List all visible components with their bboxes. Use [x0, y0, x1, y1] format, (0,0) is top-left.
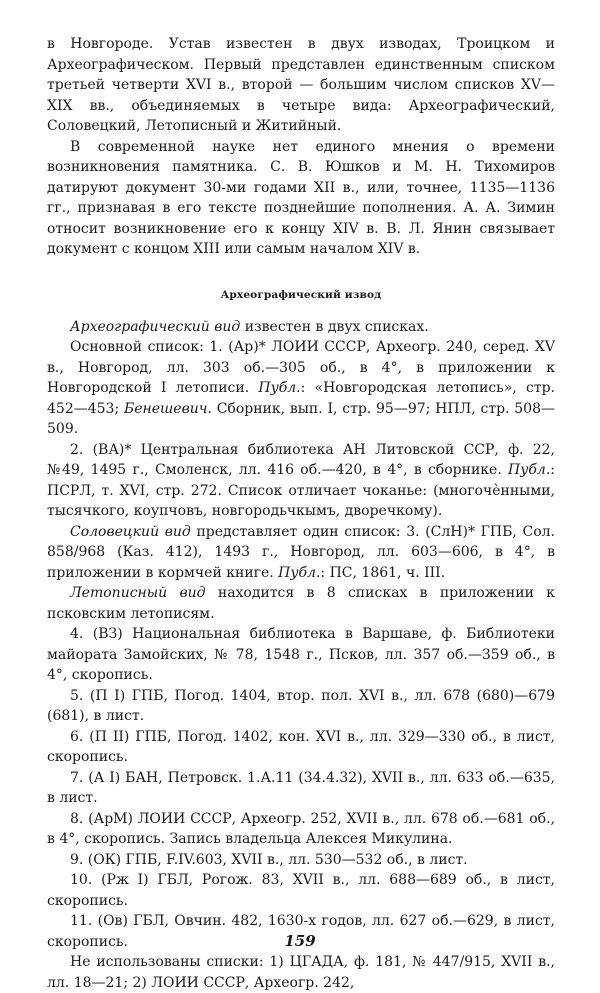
entry-text: : ПСРЛ, т. XVI, стр. 272. Список отличает чоканье: (многочѐнными, тысячкого, коупчовъ, новгородьчкымъ, дворечкому). [47, 462, 555, 519]
entry-8: 8. (АрМ) ЛОИИ СССР, Археогр. 252, XVII в., лл. 678 об.—681 об., в 4°, скоропись. Запись владельца Алексея Микулина. [47, 810, 555, 847]
entry-text: известен в двух списках. [240, 318, 429, 335]
entry-unused-lists: Не использованы списки: 1) ЦГАДА, ф. 181, № 447/915, XVII в., лл. 18—21; 2) ЛОИИ СССР, Археогр. 242, [47, 954, 555, 991]
italic-term: Археографический вид [70, 318, 241, 335]
intro-paragraph-2: В современной науке нет единого мнения о времени возникновения памятника. С. В. Юшков и М. Н. Тихомиров датируют документ 30-ми годами XII в., или, точнее, 1135—1136 гг., признавая в его тексте позднейшие пополнения. А. А. Зимин относит возникновение его к концу XIV в. В. Л. Янин связывает документ с концом XIII или самым началом XIV в. [47, 138, 555, 257]
entry-11: 11. (Ов) ГБЛ, Овчин. 482, 1630-х годов, лл. 627 об.—629, в лист, скоропись. [47, 913, 555, 950]
entry-main-list [47, 337, 555, 440]
italic-term: Соловецкий вид [70, 523, 191, 540]
entry-text: Сборник, вып. I, стр. 95—97; НПЛ, стр. 508—509. [47, 400, 555, 437]
entry-6: 6. (П II) ГПБ, Погод. 1402, кон. XVI в., лл. 329—330 об., в лист, скоропись. [47, 728, 555, 765]
italic-term: Летописный вид [70, 585, 206, 601]
entry-text: : «Новгородская летопись», стр. 452—453; [47, 380, 555, 417]
entry-chronicle-view [47, 583, 555, 624]
entry-text: 2. (ВА)* Центральная библиотека АН Литовской ССР, ф. 22, №49, 1495 г., Смоленск, лл. 416 об.—420, в 4°, в сборнике. [47, 441, 555, 478]
italic-publ: Публ. [258, 380, 301, 396]
entry-4: 4. (ВЗ) Национальная библиотека в Варшаве, ф. Библиотеки майората Замойских, № 78, 1548 г., Псков, лл. 357 об.—359 об., в 4°, скоропись. [47, 626, 555, 683]
italic-publ: Публ. [508, 462, 551, 478]
entry-archaeographic-view [47, 317, 555, 338]
intro-paragraph-1: в Новгороде. Устав известен в двух изводах, Троицком и Археографическом. Первый представлен единственным списком третьей четверти XVI в., второй — большим числом списков XV—XIX вв., объединяемых в четыре вида: Археографический, Соловецкий, Летописный и Житийный. [47, 36, 555, 134]
entry-10: 10. (Рж I) ГБЛ, Рогож. 83, XVII в., лл. 688—689 об., в лист, скоропись. [47, 872, 555, 909]
entry-text: представляет один список: 3. (СлН)* ГПБ, Сол. 858/968 (Каз. 412), 1493 г., Новгород, лл. 603—606, в 4°, в приложении в кормчей книге. [47, 523, 555, 581]
entry-9: 9. (ОК) ГПБ, F.IV.603, XVII в., лл. 530—532 об., в лист. [70, 851, 468, 868]
page-number: 159 [284, 932, 316, 950]
entry-5: 5. (П I) ГПБ, Погод. 1404, втор. пол. XVI в., лл. 678 (680)—679 (681), в лист. [47, 687, 555, 724]
entry-text: : ПС, 1861, ч. III. [320, 564, 446, 581]
section-title: Археографический извод [220, 288, 382, 301]
entry-text: Основной список: 1. (Ар)* ЛОИИ СССР, Археогр. 240, серед. XV в., Новгород, лл. 303 об.—305 об., в 4°, в приложении к Новгородской I летописи. [47, 339, 555, 396]
entry-7: 7. (А I) БАН, Петровск. 1.А.11 (34.4.32), XVII в., лл. 633 об.—635, в лист. [47, 769, 555, 806]
page-body [47, 34, 555, 993]
entry-solovetsky-view [47, 522, 555, 584]
entry-text: находится в 8 списках в приложении к псковским летописям. [47, 585, 555, 622]
italic-author: Бенешевич. [123, 400, 212, 417]
entry-2 [47, 440, 555, 522]
italic-publ: Публ. [278, 564, 321, 581]
